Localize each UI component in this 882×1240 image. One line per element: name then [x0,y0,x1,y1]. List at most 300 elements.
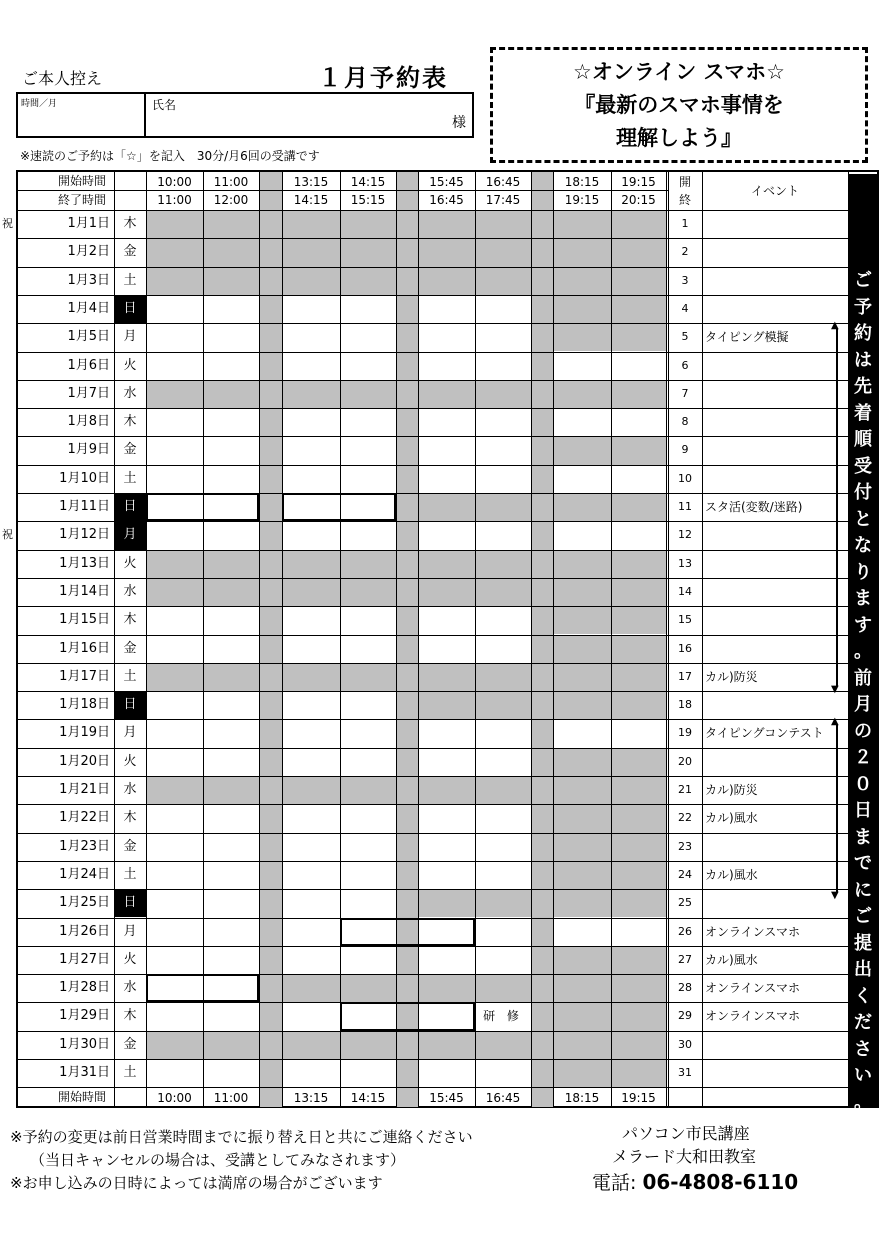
arrow-up-icon: ▲ [831,716,839,728]
slot-cell [146,776,203,804]
slot-cell[interactable] [340,352,396,380]
weekday-cell: 日 [114,295,146,323]
slot-cell[interactable] [203,748,259,776]
day-number: 29 [678,1009,692,1023]
slot-cell[interactable] [418,465,475,493]
slot-cell[interactable] [475,918,531,946]
weekday-cell: 土 [123,272,137,288]
slot-cell[interactable] [146,521,203,549]
weekday-cell: 火 [123,951,137,967]
slot-cell [475,889,531,917]
weekday-cell: 月 [123,923,137,939]
slot-cell[interactable] [340,804,396,832]
slot-cell[interactable] [340,408,396,436]
slot-cell [553,635,611,663]
range-arrow-1 [836,329,838,687]
slot-cell[interactable] [418,833,475,861]
slot-cell [553,267,611,295]
start-time-3: 14:15 [350,175,386,189]
slot-cell[interactable] [203,465,259,493]
start-time-0: 10:00 [157,175,192,189]
slot-cell[interactable] [203,408,259,436]
slot-cell[interactable] [340,295,396,323]
slot-cell[interactable] [418,946,475,974]
weekday-cell: 土 [123,668,137,684]
side-notice-char: 先 [854,376,872,397]
slot-cell[interactable] [475,465,531,493]
slot-cell [282,974,340,1002]
slot-cell[interactable] [282,1002,340,1030]
side-notice-char: ０ [854,773,872,795]
slot-cell[interactable] [418,719,475,747]
day-number: 22 [678,811,692,825]
arrow-down-icon: ▼ [831,890,839,902]
slot-cell[interactable] [203,889,259,917]
slot-cell[interactable] [418,521,475,549]
date-cell: 1月2日 [67,244,110,260]
slot-cell[interactable] [282,1059,340,1087]
weekday-cell: 木 [123,216,137,231]
slot-cell[interactable] [340,833,396,861]
slot-cell[interactable] [146,635,203,663]
event-cell: タイピング模擬 [705,330,789,345]
slot-cell[interactable] [611,918,666,946]
slot-cell[interactable] [553,408,611,436]
slot-cell[interactable] [475,352,531,380]
slot-cell[interactable] [475,748,531,776]
slot-cell [553,1002,611,1030]
slot-cell [553,436,611,464]
end-time-2: 14:15 [293,193,329,207]
date-cell: 1月18日 [59,697,110,713]
weekday-cell: 木 [123,414,137,430]
event-cell [702,238,848,266]
slot-cell[interactable] [611,521,666,549]
slot-cell [203,380,259,408]
slot-cell[interactable] [475,295,531,323]
day-number: 21 [678,783,692,796]
slot-cell[interactable] [475,606,531,634]
promo-line-2: 『最新のスマホ事情を [574,93,784,117]
weekday-cell: 水 [123,385,137,401]
slot-cell [611,436,666,464]
slot-cell[interactable] [146,352,203,380]
slot-cell[interactable] [203,352,259,380]
slot-cell[interactable] [418,1059,475,1087]
day-number: 8 [681,415,689,429]
slot-cell[interactable] [146,804,203,832]
slot-cell[interactable] [282,691,340,719]
slot-cell [611,889,666,917]
slot-cell[interactable] [475,804,531,832]
slot-cell[interactable] [146,889,203,917]
footer-time-2: 13:15 [293,1091,329,1106]
slot-cell[interactable] [203,521,259,549]
slot-cell[interactable] [475,323,531,351]
slot-cell [340,267,396,295]
slot-cell[interactable] [282,606,340,634]
slot-cell[interactable] [282,748,340,776]
slot-cell [475,550,531,578]
slot-cell [475,210,531,238]
slot-cell [611,946,666,974]
slot-cell [282,550,340,578]
slot-cell[interactable] [146,408,203,436]
weekday-cell: 水 [123,782,137,797]
day-number: 7 [681,386,689,400]
slot-cell[interactable] [475,521,531,549]
event-cell [702,1031,848,1059]
slot-cell[interactable] [475,861,531,889]
footer-time-3: 14:15 [350,1091,386,1106]
time-month-label: 時間／月 [21,99,58,109]
event-cell [702,748,848,776]
event-cell: カル)風水 [705,867,758,882]
event-cell: カル)風水 [705,811,758,826]
slot-cell[interactable] [282,946,340,974]
slot-cell [611,776,666,804]
slot-cell [282,776,340,804]
slot-cell[interactable] [282,889,340,917]
slot-cell [340,210,396,238]
slot-cell[interactable] [340,323,396,351]
slot-cell[interactable] [203,635,259,663]
date-cell: 1月27日 [59,951,110,967]
slot-cell[interactable] [553,521,611,549]
slot-cell [418,238,475,266]
side-notice-char: 。 [854,641,872,662]
slot-cell [340,974,396,1002]
side-notice-char: 受 [854,455,872,477]
slot-cell[interactable] [418,352,475,380]
slot-cell[interactable] [611,465,666,493]
slot-cell [282,210,340,238]
training-label: 研 修 [483,1009,523,1024]
holiday-mark: 祝 [2,528,13,542]
slot-cell[interactable] [611,719,666,747]
day-number: 13 [678,556,692,570]
slot-cell[interactable] [418,436,475,464]
side-notice-char: 付 [854,482,872,503]
slot-cell [553,238,611,266]
slot-cell [418,493,475,521]
side-notice-char: 前 [854,667,872,689]
date-cell: 1月26日 [59,923,110,939]
slot-cell [553,1059,611,1087]
slot-cell [203,550,259,578]
weekday-cell: 土 [123,1065,137,1080]
day-number: 17 [678,669,692,683]
slot-cell[interactable] [340,465,396,493]
slot-cell[interactable] [203,323,259,351]
break-column-0 [259,172,282,1107]
date-cell: 1月3日 [67,272,110,288]
day-number: 6 [681,358,689,372]
weekday-cell: 金 [123,1036,137,1052]
slot-cell[interactable] [203,606,259,634]
slot-cell [203,663,259,691]
date-cell: 1月21日 [59,782,110,797]
date-cell: 1月15日 [59,612,110,628]
schedule-table [16,170,879,1108]
slot-cell [553,663,611,691]
slot-cell[interactable] [282,352,340,380]
slot-cell [553,1031,611,1059]
slot-cell[interactable] [282,918,340,946]
slot-cell[interactable] [146,748,203,776]
slot-cell [611,804,666,832]
date-cell: 1月24日 [59,866,110,882]
slot-cell[interactable] [340,861,396,889]
end-time-3: 15:15 [350,193,386,207]
phone [592,1168,798,1195]
slot-cell[interactable] [282,295,340,323]
slot-cell[interactable] [203,833,259,861]
slot-cell[interactable] [418,323,475,351]
day-number: 30 [678,1037,692,1051]
slot-cell [418,1031,475,1059]
slot-cell[interactable] [475,719,531,747]
slot-cell[interactable] [553,918,611,946]
slot-cell[interactable] [203,719,259,747]
event-cell: タイピングコンテスト [705,726,824,741]
day-number: 23 [678,839,692,853]
side-notice-char: 。 [854,1091,872,1113]
date-cell: 1月13日 [59,555,110,571]
slot-cell[interactable] [146,946,203,974]
slot-cell [203,578,259,606]
slot-cell[interactable] [282,635,340,663]
side-notice-char: ま [854,826,872,848]
end-time-4: 16:45 [429,193,464,207]
slot-cell[interactable] [611,408,666,436]
slot-cell[interactable] [418,295,475,323]
slot-cell [611,691,666,719]
slot-cell[interactable] [282,408,340,436]
slot-cell[interactable] [418,635,475,663]
date-cell: 1月8日 [67,414,110,430]
slot-cell [611,1002,666,1030]
slot-cell[interactable] [340,606,396,634]
reserved-box [282,493,396,521]
side-notice-char: の [854,720,872,742]
weekday-cell: 月 [123,725,137,741]
slot-cell[interactable] [203,918,259,946]
slot-cell [203,776,259,804]
footer-time-4: 15:45 [429,1091,464,1106]
slot-cell[interactable] [340,1059,396,1087]
slot-cell [418,380,475,408]
weekday-cell: 金 [123,838,137,854]
slot-cell[interactable] [475,408,531,436]
slot-cell[interactable] [475,1059,531,1087]
weekday-cell: 金 [123,442,137,458]
slot-cell[interactable] [475,833,531,861]
event-cell [702,635,848,663]
slot-cell [553,974,611,1002]
slot-cell[interactable] [340,635,396,663]
slot-cell[interactable] [340,748,396,776]
name-box [16,92,474,138]
day-number: 10 [678,471,692,485]
side-notice-char: 着 [854,402,872,424]
weekday-cell: 火 [123,357,137,373]
slot-cell[interactable] [203,691,259,719]
date-cell: 1月22日 [59,810,110,826]
slot-cell[interactable] [146,606,203,634]
slot-cell[interactable] [340,521,396,549]
slot-cell [611,635,666,663]
side-notice-char: 順 [854,429,872,450]
date-cell: 1月5日 [67,329,110,345]
slot-cell[interactable] [146,719,203,747]
date-cell: 1月16日 [59,640,110,656]
event-cell [702,352,848,380]
slot-cell [611,550,666,578]
slot-cell[interactable] [146,1059,203,1087]
slot-cell [418,776,475,804]
slot-cell[interactable] [203,1002,259,1030]
slot-cell[interactable] [282,719,340,747]
slot-cell[interactable] [203,861,259,889]
slot-cell[interactable] [340,691,396,719]
day-number: 26 [678,924,692,938]
slot-cell [611,663,666,691]
slot-cell[interactable] [282,436,340,464]
open-label: 開 [678,175,691,189]
slot-cell[interactable] [418,861,475,889]
slot-cell[interactable] [475,946,531,974]
slot-cell[interactable] [475,436,531,464]
slot-cell [340,550,396,578]
weekday-cell: 火 [123,753,137,769]
end-time-6: 19:15 [564,193,600,207]
school-name: パソコン市民講座 [622,1124,750,1143]
slot-cell[interactable] [203,946,259,974]
slot-cell[interactable] [282,323,340,351]
day-number: 9 [681,443,689,457]
slot-cell [475,380,531,408]
event-cell [702,465,848,493]
slot-cell[interactable] [282,861,340,889]
day-number: 19 [678,726,692,740]
slot-cell[interactable] [146,323,203,351]
break-column-1 [396,172,418,1107]
promo-line-1: ☆オンライン スマホ☆ [573,60,785,84]
arrow-down-icon: ▼ [831,684,839,696]
slot-cell[interactable] [611,352,666,380]
start-time-1: 11:00 [213,175,249,189]
slot-cell[interactable] [203,436,259,464]
slot-cell [475,663,531,691]
start-time-6: 18:15 [564,175,600,189]
slot-cell [282,663,340,691]
slot-cell[interactable] [418,606,475,634]
side-notice [848,174,878,1113]
side-notice-char: す [854,614,872,636]
slot-cell[interactable] [203,804,259,832]
slot-cell [611,861,666,889]
slot-cell[interactable] [340,719,396,747]
slot-cell[interactable] [553,465,611,493]
slot-cell[interactable] [146,465,203,493]
slot-cell [203,210,259,238]
date-cell: 1月10日 [59,470,110,486]
weekday-cell: 金 [123,640,137,656]
slot-cell[interactable] [146,436,203,464]
footer-start-label: 開始時間 [57,1090,106,1105]
reserved-box [340,918,475,946]
weekday-cell: 日 [114,493,146,521]
weekday-cell: 日 [114,889,146,917]
slot-cell [553,691,611,719]
slot-cell[interactable] [282,465,340,493]
side-notice-char: ご [854,270,872,291]
slot-cell [146,578,203,606]
slot-cell[interactable] [418,804,475,832]
slot-cell[interactable] [146,918,203,946]
slot-cell [553,833,611,861]
slot-cell[interactable] [340,889,396,917]
slot-cell [146,1031,203,1059]
slot-cell[interactable] [146,833,203,861]
weekday-cell: 火 [123,555,137,571]
slot-cell[interactable] [146,1002,203,1030]
slot-cell[interactable] [418,748,475,776]
day-number: 5 [681,330,689,344]
slot-cell[interactable] [146,691,203,719]
slot-cell[interactable] [203,295,259,323]
slot-cell[interactable] [146,295,203,323]
weekday-cell: 日 [114,691,146,719]
slot-cell [146,267,203,295]
footer-time-7: 19:15 [621,1091,656,1106]
slot-cell[interactable] [282,833,340,861]
slot-cell [553,748,611,776]
slot-cell [418,889,475,917]
start-time-4: 15:45 [429,175,464,189]
side-notice-char: ご [854,906,872,927]
slot-cell[interactable] [340,436,396,464]
slot-cell[interactable] [340,946,396,974]
side-notice-char: と [854,508,872,530]
slot-cell[interactable] [203,1059,259,1087]
slot-cell [475,974,531,1002]
slot-cell[interactable] [146,861,203,889]
range-arrow-2 [836,725,838,893]
event-cell: カル)風水 [705,952,758,967]
slot-cell [475,267,531,295]
slot-cell [282,1031,340,1059]
slot-cell [611,606,666,634]
event-cell: カル)防災 [705,783,758,797]
event-cell [702,380,848,408]
slot-cell[interactable] [553,719,611,747]
weekday-cell: 金 [123,244,137,260]
slot-cell [282,380,340,408]
holiday-mark: 祝 [2,217,13,230]
date-cell: 1月6日 [67,357,110,373]
slot-cell [553,210,611,238]
slot-cell[interactable] [475,635,531,663]
slot-cell[interactable] [282,521,340,549]
slot-cell[interactable] [553,352,611,380]
slot-cell[interactable] [418,408,475,436]
date-cell: 1月17日 [59,668,110,684]
slot-cell [553,946,611,974]
event-cell [702,606,848,634]
slot-cell[interactable] [282,804,340,832]
